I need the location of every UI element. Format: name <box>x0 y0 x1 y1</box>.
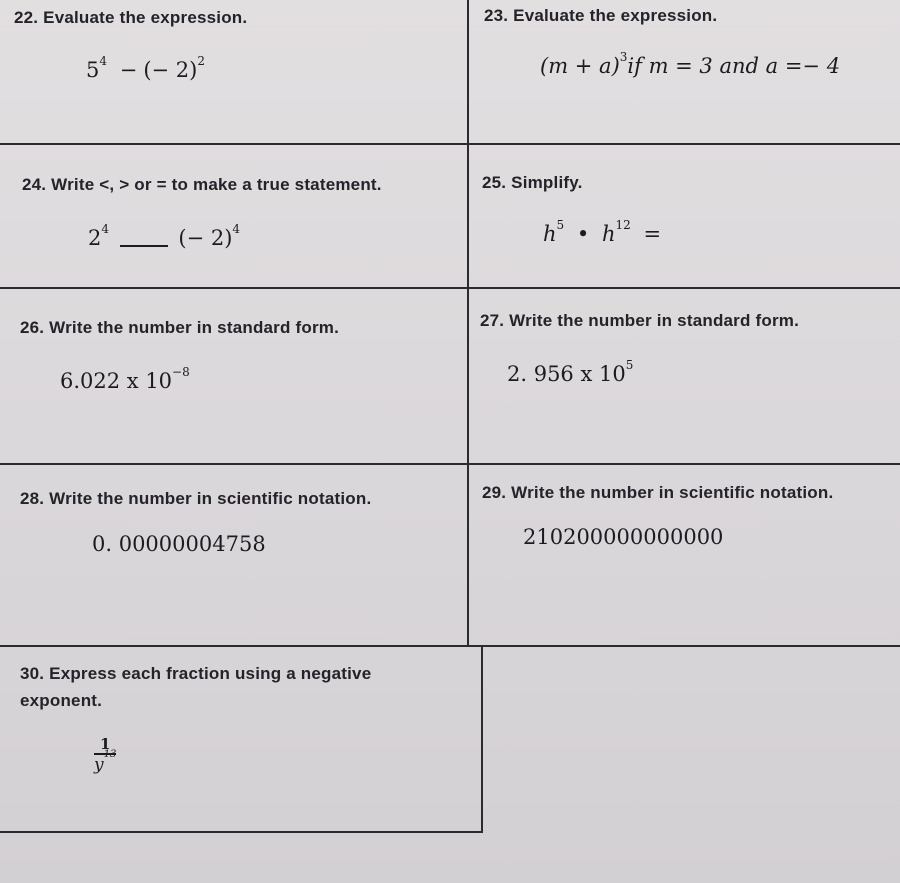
problem-30-fraction: $\frac{1}{y^{13}}$ <box>94 735 117 775</box>
grid-row-divider-1 <box>0 143 900 145</box>
problem-23-label: 23. Evaluate the expression. <box>484 6 718 25</box>
grid-bottom-border <box>0 831 483 833</box>
problem-27-expression: 2. 956 x $10^5$ <box>507 358 634 386</box>
problem-29-label: 29. Write the number in scientific notation. <box>482 483 834 502</box>
grid-row-divider-2 <box>0 287 900 289</box>
problem-28-number: 0. 00000004758 <box>92 532 266 556</box>
problem-23-expression: $(m + a)^3if$ m = 3 and a =− 4 <box>540 50 841 78</box>
problem-30-label: 30. Express each fraction using a negative exponent. <box>20 664 372 710</box>
problem-22-label: 22. Evaluate the expression. <box>14 8 248 27</box>
grid-left-column-edge <box>481 645 483 832</box>
problem-26-expression: 6.022 x $10^{-8}$ <box>60 365 190 393</box>
grid-vertical-divider <box>467 0 469 645</box>
problem-28-label: 28. Write the number in scientific notation. <box>20 489 372 508</box>
grid-row-divider-3 <box>0 463 900 465</box>
problem-24-label: 24. Write <, > or = to make a true statement. <box>22 175 382 194</box>
problem-25-expression: $h^5$ • $h^{12}$ = <box>543 218 662 246</box>
comparison-answer-blank[interactable] <box>120 245 168 247</box>
problem-27-label: 27. Write the number in standard form. <box>480 311 800 330</box>
problem-26-label: 26. Write the number in standard form. <box>20 318 340 337</box>
problem-29-number: 210200000000000 <box>523 525 724 549</box>
grid-row-divider-4 <box>0 645 900 647</box>
problem-24-expression: $2^4$ (− 2)$^4$ <box>88 222 241 250</box>
problem-22-expression: $5^4$ − (− 2)$^2$ <box>86 54 205 82</box>
problem-25-label: 25. Simplify. <box>482 173 583 192</box>
